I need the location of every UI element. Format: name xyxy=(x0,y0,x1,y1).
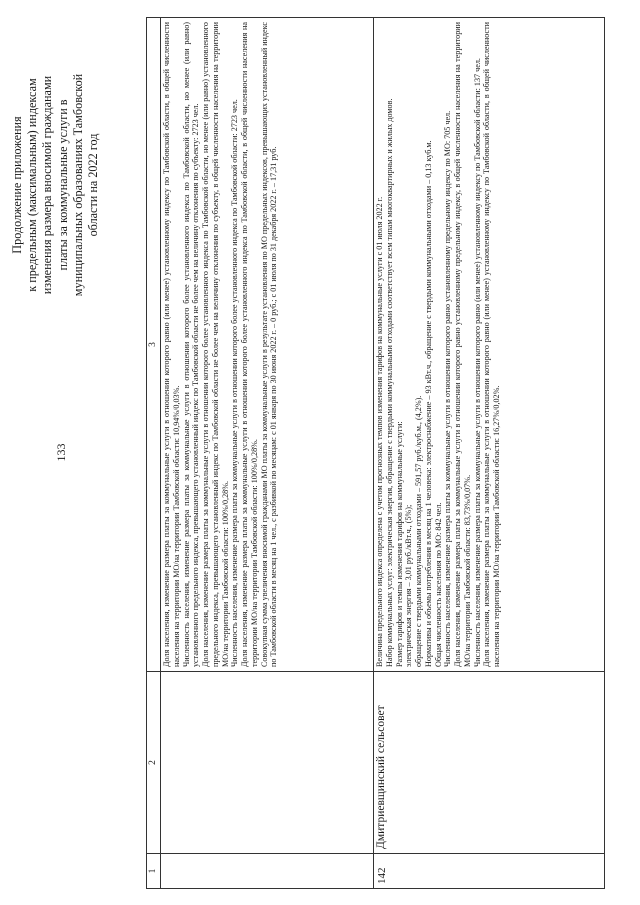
description-line: Численность населения, изменение размера платы за коммунальные услуги в отношении которого равно (или менее) установленному индексу по Тамбовской области: 137 чел. xyxy=(472,58,482,667)
description-line: обращение с твердыми коммунальными отходами – 591,57 руб./куб.м., (4,2%). xyxy=(414,395,423,667)
description-line: Набор коммунальных услуг: электрическая энергия, обращение с твердыми коммунальными отходами соответствует всем типам многоквартирных и жилых домов. xyxy=(384,98,394,667)
description-line: Нормативы и объемы потребления в месяц на 1 человека: электроснабжение – 93 кВт.ч., обращение с твердыми коммунальными отходами – 0,13 куб.м. xyxy=(423,140,433,667)
description-cell xyxy=(374,18,605,672)
description-line: Доля населения, изменение размера платы за коммунальные услуги в отношении которого равно (или менее) установленному индексу по Тамбовской области, в общей численности населения на территории МО/на территории Тамбовской области: 10,94%/0,03%. xyxy=(162,22,181,667)
column-header-municipality: 2 xyxy=(147,672,161,854)
column-header-description: 3 xyxy=(147,18,161,672)
description-line: Доля населения, изменение размера платы за коммунальные услуги в отношении которого более установленного индекса по Тамбовской области, в общей численности населения на территории МО/на территории Тамбовской области: 100%/0,28%. xyxy=(240,22,259,667)
column-header-number: 1 xyxy=(147,854,161,889)
description-line: Доля населения, изменение размера платы за коммунальные услуги в отношении которого равно установленному предельному индексу, в общей численности населения на территории МО/на территории Тамбовской области: 83,73%/0,07%. xyxy=(453,22,472,667)
row-number-cell xyxy=(161,854,374,889)
municipality-cell: Дмитриевщинский сельсовет xyxy=(374,672,605,854)
description-line: Численность населения, изменение размера платы за коммунальные услуги в отношении которого более установленного индекса по Тамбовской области: 2723 чел. xyxy=(230,99,240,667)
row-number-cell: 142 xyxy=(374,854,605,889)
page-number: 133 xyxy=(54,443,68,462)
description-cell xyxy=(161,18,374,672)
municipality-cell xyxy=(161,672,374,854)
heading-line: Продолжение приложения xyxy=(10,116,24,254)
description-line: Численность населения, изменение размера платы за коммунальные услуги в отношении которого равно установленному предельному индексу по МО: 705 чел. xyxy=(443,110,453,667)
appendix-heading xyxy=(10,20,101,350)
description-line: Величина предельного индекса определена с учетом прогнозных темпов изменения тарифов на коммунальные услуги с 01 июля 2022 г. xyxy=(375,196,384,667)
heading-line: области на 2022 год xyxy=(86,133,101,237)
description-line: Размер тарифов и темпы изменения тарифов на коммунальные услуги: xyxy=(394,421,404,667)
description-line: Доля населения, изменение размера платы за коммунальные услуги в отношении которого более установленного индекса по Тамбовской области, но менее (или равно) установленного предельного индекса, превышающего установленный индекс по Тамбовской области не более чем на величину отклонения по субъекту, в общей численности населения на территории МО/на территории Тамбовской области: 100%/0,28%. xyxy=(201,22,230,667)
table-row-continued xyxy=(161,18,374,889)
description-line: Совокупная сумма увеличения вносимой гражданами МО платы за коммунальные услуги в результате установления по МО предельных индексов, превышающих установленный индекс по Тамбовской области в месяц на 1 чел., с разбивкой по месяцам: с 01 января по 30 июня 2022 г. – 0 руб.; с 01 июля по 31 декабря 2022 г. – 17,31 руб. xyxy=(259,22,279,667)
description-line: Доля населения, изменение размера платы за коммунальные услуги в отношении которого равно (или менее) установленному индексу по Тамбовской области, в общей численности населения на территории МО/на территории Тамбовской области: 16,27%/0,02%. xyxy=(482,22,501,667)
heading-line: изменения размера вносимой гражданами xyxy=(40,75,55,295)
description-line: Численность населения, изменение размера платы за коммунальные услуги в отношении которого более установленного индекса по Тамбовской области, но менее (или равно) установленного предельного индекса, превышающего установленный индекс по Тамбовской области не более чем на величину отклонения по субъекту: 2723 чел. xyxy=(181,22,201,667)
table-row-142 xyxy=(374,18,605,889)
table-header-row xyxy=(147,18,161,889)
heading-line: к предельным (максимальным) индексам xyxy=(25,78,40,292)
heading-line: муниципальных образованиях Тамбовской xyxy=(70,73,85,297)
description-line: электрическая энергия – 3,01 руб./кВт.ч., (5%); xyxy=(404,504,414,667)
indices-table xyxy=(146,17,605,889)
heading-line: платы за коммунальные услуги в xyxy=(55,99,70,271)
description-line: Общая численность населения по МО: 842 чел. xyxy=(433,502,443,667)
